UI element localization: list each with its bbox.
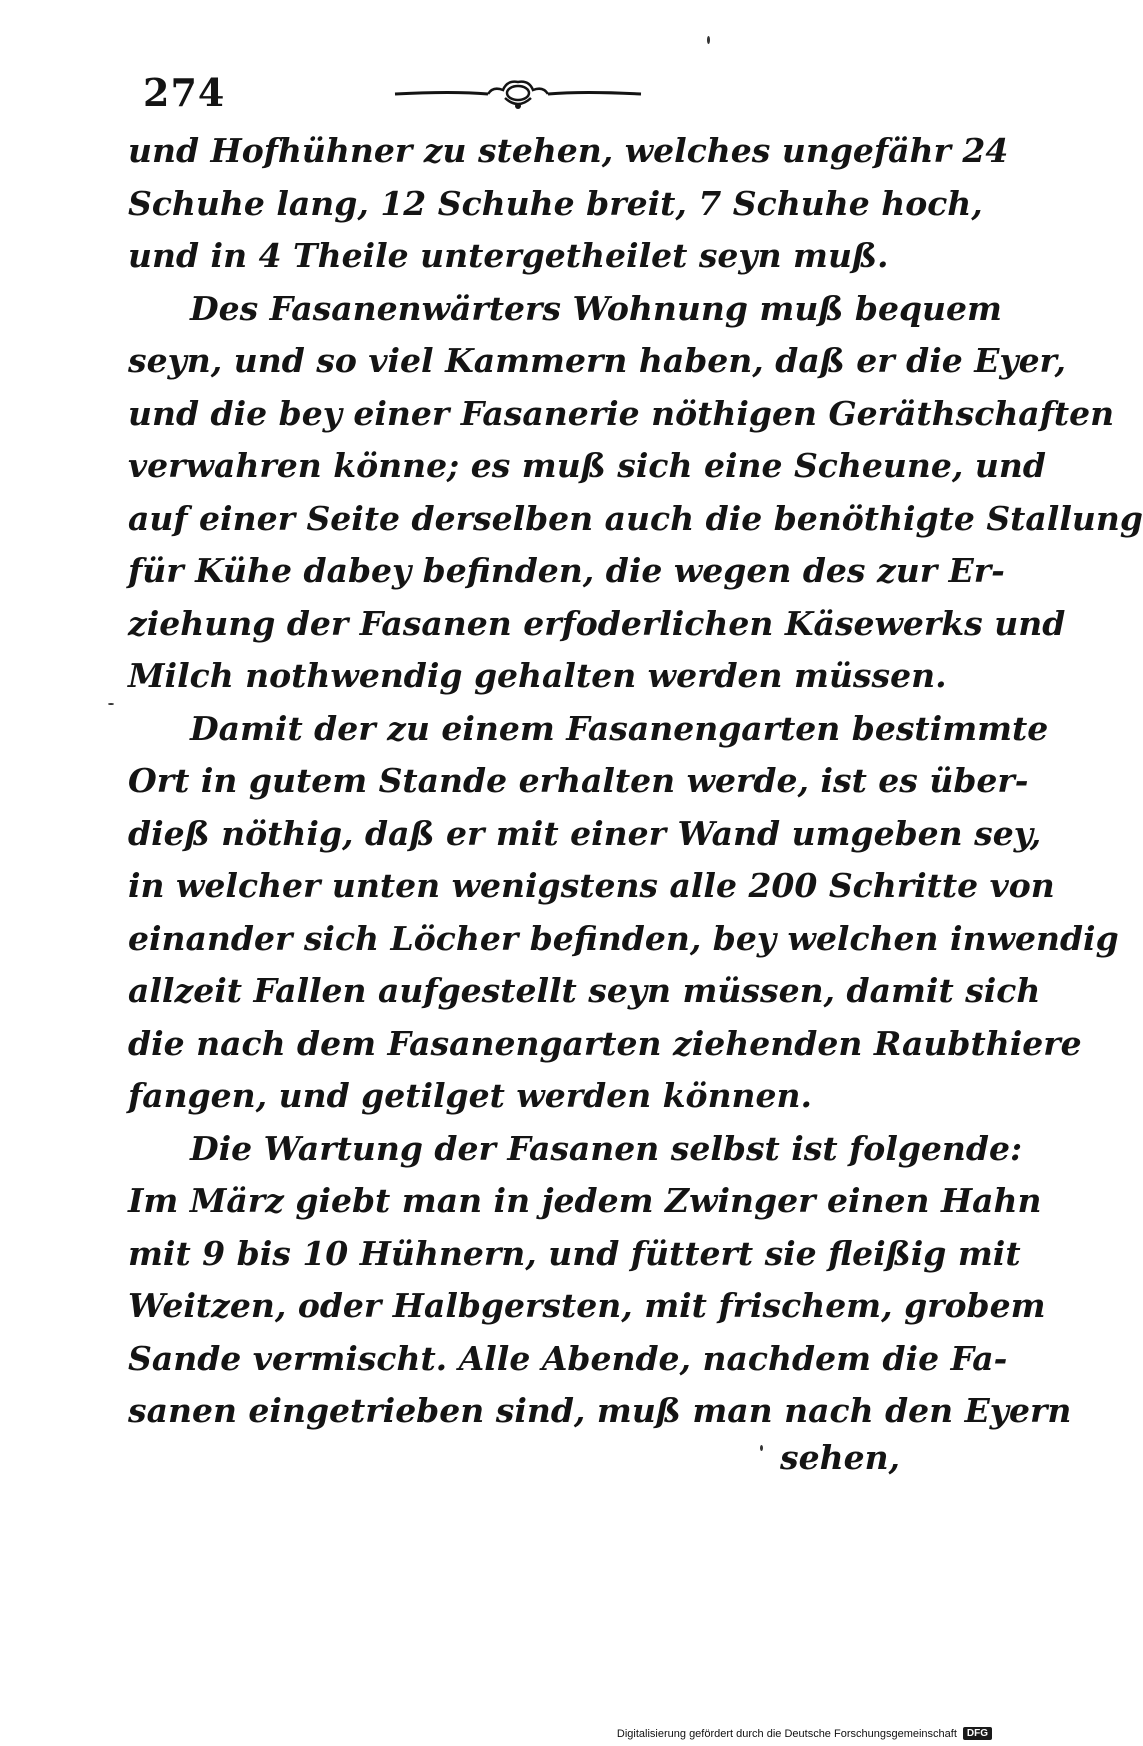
page-number: 274 xyxy=(143,70,226,115)
digitization-footer xyxy=(617,1727,992,1740)
ink-speck xyxy=(108,703,114,705)
text-line: in welcher unten wenigstens alle 200 Schritte von xyxy=(128,866,1055,905)
body-text xyxy=(128,125,1143,1438)
text-line: und Hofhühner zu stehen, welches ungefähr 24 xyxy=(128,131,1009,170)
text-line: Die Wartung der Fasanen selbst ist folgende: xyxy=(190,1128,1023,1168)
text-line: Im März giebt man in jedem Zwinger einen Hahn xyxy=(128,1181,1042,1220)
text-line: auf einer Seite derselben auch die benöthigte Stallung xyxy=(128,498,1143,538)
text-line: sanen eingetrieben sind, muß man nach den Eyern xyxy=(128,1391,1072,1430)
text-line: fangen, und getilget werden können. xyxy=(128,1076,813,1115)
footer-credit: Digitalisierung gefördert durch die Deutsche Forschungsgemeinschaft xyxy=(616,1727,957,1740)
dfg-logo: DFG xyxy=(963,1727,992,1740)
text-line: und in 4 Theile untergetheilet seyn muß. xyxy=(128,236,889,275)
text-line: verwahren könne; es muß sich eine Scheune, und xyxy=(128,446,1046,485)
text-line: Sande vermischt. Alle Abende, nachdem die Fa- xyxy=(128,1338,1008,1378)
text-line: die nach dem Fasanengarten ziehenden Raubthiere xyxy=(128,1023,1082,1063)
text-line: und die bey einer Fasanerie nöthigen Geräthschaften xyxy=(128,393,1115,433)
text-line: Damit der zu einem Fasanengarten bestimmte xyxy=(190,708,1049,748)
text-line: Schuhe lang, 12 Schuhe breit, 7 Schuhe hoch, xyxy=(128,183,983,223)
text-line: mit 9 bis 10 Hühnern, und füttert sie fleißig mit xyxy=(128,1233,1021,1273)
text-line: Weitzen, oder Halbgersten, mit frischem, grobem xyxy=(128,1286,1046,1325)
text-line: allzeit Fallen aufgestellt seyn müssen, damit sich xyxy=(128,971,1041,1010)
text-line: Des Fasanenwärters Wohnung muß bequem xyxy=(190,288,1002,328)
text-line: für Kühe dabey befinden, die wegen des zur Er- xyxy=(128,551,1005,590)
ink-speck xyxy=(760,1445,763,1451)
text-line: Milch nothwendig gehalten werden müssen. xyxy=(128,656,947,695)
ink-speck xyxy=(707,36,710,44)
text-line: ziehung der Fasanen erfoderlichen Käsewerks und xyxy=(128,603,1066,643)
text-line: seyn, und so viel Kammern haben, daß er die Eyer, xyxy=(128,341,1067,380)
catchword: sehen, xyxy=(780,1438,901,1477)
text-line: Ort in gutem Stande erhalten werde, ist es über- xyxy=(128,761,1029,800)
text-line: dieß nöthig, daß er mit einer Wand umgeben sey, xyxy=(128,813,1042,853)
ornament-divider-icon xyxy=(393,72,643,116)
text-line: einander sich Löcher befinden, bey welchen inwendig xyxy=(128,918,1119,958)
